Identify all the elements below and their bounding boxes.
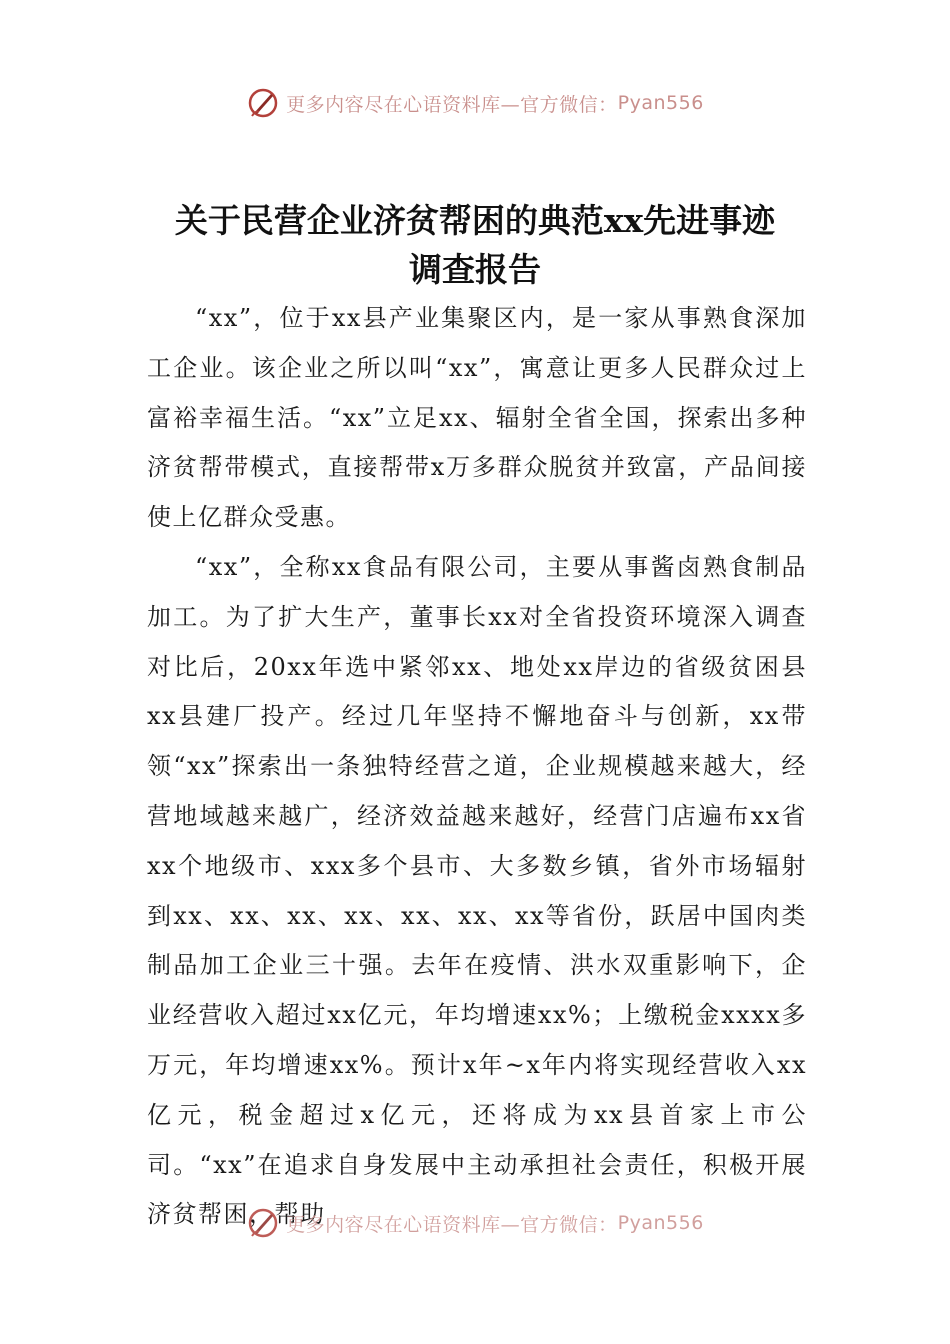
pen-logo-icon [246, 86, 280, 120]
paragraph-1: “xx”，位于xx县产业集聚区内，是一家从事熟食深加工企业。该企业之所以叫“xx”，寓意让更多人民群众过上富裕幸福生活。“xx”立足xx、辐射全省全国，探索出多种济贫帮带模式，直接帮带x万多群众脱贫并致富，产品间接使上亿群众受惠。 [147, 304, 807, 532]
watermark-wechat-id: Pyan556 [617, 92, 704, 114]
document-body [147, 294, 807, 1240]
footer-watermark [0, 1205, 950, 1241]
watermark-wechat-id: Pyan556 [617, 1212, 704, 1234]
pen-logo-icon [246, 1206, 280, 1240]
title-line-2: 调查报告 [409, 250, 541, 289]
document-title [145, 196, 805, 294]
paragraph-2: “xx”，全称xx食品有限公司，主要从事酱卤熟食制品加工。为了扩大生产，董事长xx对全省投资环境深入调查对比后，20xx年选中紧邻xx、地处xx岸边的省级贫困县xx县建厂投产。经过几年坚持不懈地奋斗与创新，xx带领“xx”探索出一条独特经营之道，企业规模越来越大，经营地域越来越广，经济效益越来越好，经营门店遍布xx省xx个地级市、xxx多个县市、大多数乡镇，省外市场辐射到xx、xx、xx、xx、xx、xx、xx等省份，跃居中国肉类制品加工企业三十强。去年在疫情、洪水双重影响下，企业经营收入超过xx亿元，年均增速xx%；上缴税金xxxx多万元，年均增速xx%。预计x年~x年内将实现经营收入xx亿元，税金超过x亿元，还将成为xx县首家上市公司。“xx”在追求自身发展中主动承担社会责任，积极开展济贫帮困，帮助 [147, 552, 807, 1229]
title-line-1: 关于民营企业济贫帮困的典范xx先进事迹 [174, 201, 776, 240]
watermark-text: 更多内容尽在心语资料库—官方微信： [286, 93, 618, 116]
watermark-text: 更多内容尽在心语资料库—官方微信： [286, 1213, 618, 1236]
header-watermark [0, 85, 950, 121]
